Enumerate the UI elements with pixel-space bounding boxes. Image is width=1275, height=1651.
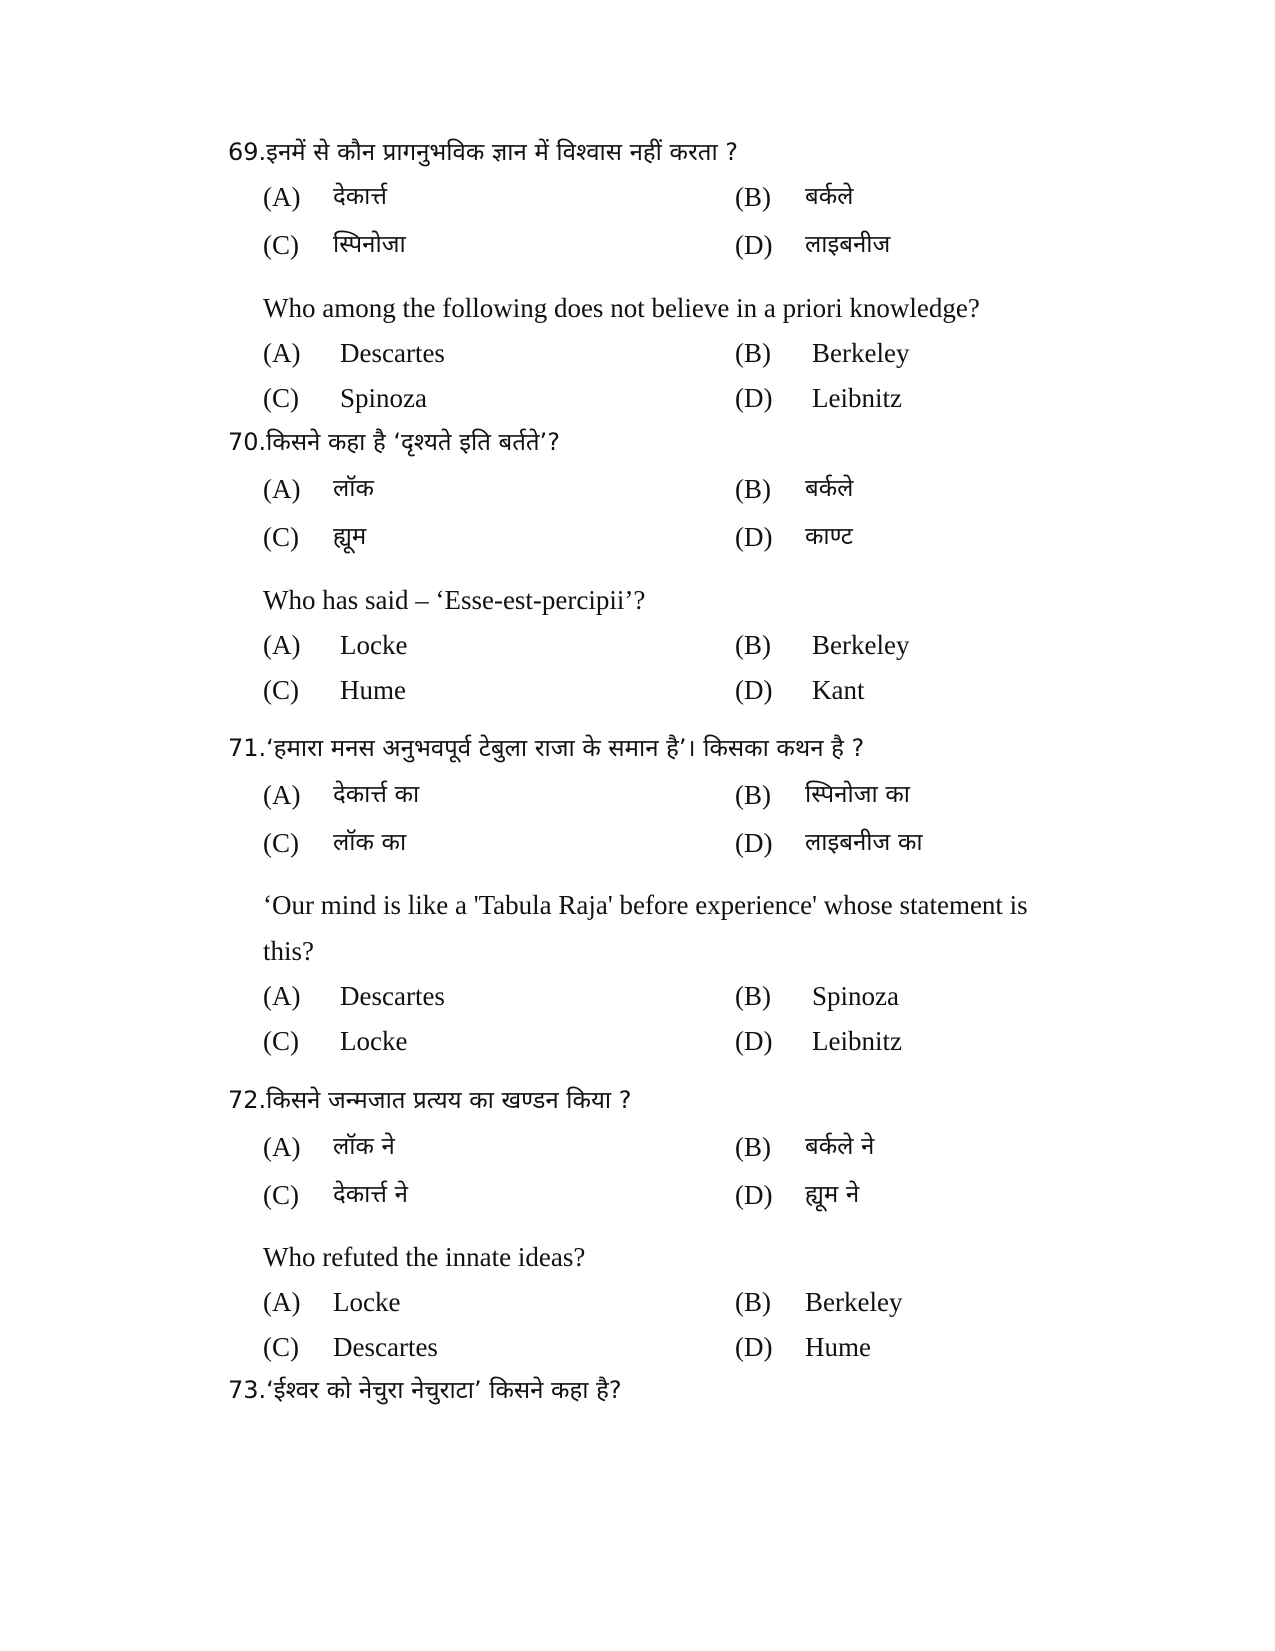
option-letter: (A)	[263, 1287, 301, 1317]
question-number: 70.	[228, 428, 267, 456]
option-text: ह्यूम	[333, 522, 367, 550]
option-text: देकार्त्त ने	[333, 1180, 408, 1208]
option-text: देकार्त्त का	[333, 780, 420, 808]
option-letter: (D)	[735, 522, 773, 552]
question-number: 69.	[228, 138, 267, 166]
option-letter: (B)	[735, 338, 771, 368]
option-letter: (C)	[263, 1180, 299, 1210]
option-letter: (D)	[735, 1026, 773, 1056]
question-71-english-line-2: this?	[263, 936, 314, 966]
option-letter: (A)	[263, 981, 301, 1011]
option-letter: (B)	[735, 630, 771, 660]
option-text: ह्यूम ने	[805, 1180, 860, 1208]
option-letter: (C)	[263, 383, 299, 413]
option-text: Leibnitz	[812, 1026, 902, 1056]
option-letter: (A)	[263, 1132, 301, 1162]
question-71-english-line-1: ‘Our mind is like a 'Tabula Raja' before experience' whose statement is	[263, 890, 1028, 920]
option-letter: (D)	[735, 1180, 773, 1210]
option-text: Descartes	[333, 1332, 438, 1362]
question-73-hindi	[228, 1378, 622, 1402]
option-text: Berkeley	[812, 630, 910, 660]
question-69-english: Who among the following does not believe in a priori knowledge?	[263, 293, 980, 323]
option-text: लाइबनीज का	[805, 828, 923, 856]
option-letter: (A)	[263, 630, 301, 660]
option-text: Hume	[805, 1332, 871, 1362]
option-letter: (C)	[263, 1026, 299, 1056]
question-69-hindi	[228, 140, 738, 164]
question-text: किसने जन्मजात प्रत्यय का खण्डन किया ?	[266, 1086, 632, 1114]
option-letter: (B)	[735, 474, 771, 504]
question-72-english: Who refuted the innate ideas?	[263, 1242, 586, 1272]
option-letter: (C)	[263, 1332, 299, 1362]
option-letter: (B)	[735, 780, 771, 810]
option-text: बर्कले ने	[805, 1132, 875, 1160]
option-letter: (B)	[735, 1287, 771, 1317]
question-text: किसने कहा है ‘दृश्यते इति बर्तते’?	[266, 428, 560, 456]
option-text: Spinoza	[812, 981, 899, 1011]
option-text: Hume	[340, 675, 406, 705]
option-text: Descartes	[340, 981, 445, 1011]
question-number: 71.	[228, 734, 267, 762]
option-text: देकार्त्त	[333, 182, 387, 210]
option-letter: (A)	[263, 182, 301, 212]
option-text: Locke	[340, 1026, 408, 1056]
question-text: ‘हमारा मनस अनुभवपूर्व टेबुला राजा के समान है’। किसका कथन है ?	[266, 734, 865, 762]
option-letter: (A)	[263, 338, 301, 368]
question-text: ‘ईश्वर को नेचुरा नेचुराटा’ किसने कहा है?	[266, 1376, 622, 1404]
option-text: Kant	[812, 675, 865, 705]
option-letter: (B)	[735, 182, 771, 212]
option-text: Descartes	[340, 338, 445, 368]
option-letter: (D)	[735, 230, 773, 260]
option-letter: (D)	[735, 383, 773, 413]
option-text: लॉक ने	[333, 1132, 395, 1160]
option-text: बर्कले	[805, 474, 854, 502]
question-71-hindi	[228, 736, 864, 760]
option-letter: (B)	[735, 981, 771, 1011]
option-text: स्पिनोजा का	[805, 780, 911, 808]
option-text: बर्कले	[805, 182, 854, 210]
option-letter: (C)	[263, 230, 299, 260]
option-letter: (C)	[263, 522, 299, 552]
option-text: Berkeley	[812, 338, 910, 368]
question-70-english: Who has said – ‘Esse-est-percipii’?	[263, 585, 646, 615]
option-text: Locke	[340, 630, 408, 660]
option-text: लॉक	[333, 474, 374, 502]
option-letter: (D)	[735, 828, 773, 858]
option-letter: (D)	[735, 675, 773, 705]
question-number: 72.	[228, 1086, 267, 1114]
option-letter: (C)	[263, 828, 299, 858]
option-text: Spinoza	[340, 383, 427, 413]
option-text: Locke	[333, 1287, 401, 1317]
question-70-hindi	[228, 430, 560, 454]
option-text: Leibnitz	[812, 383, 902, 413]
option-letter: (B)	[735, 1132, 771, 1162]
option-letter: (C)	[263, 675, 299, 705]
option-text: स्पिनोजा	[333, 230, 406, 258]
option-text: काण्ट	[805, 522, 853, 550]
option-text: लाइबनीज	[805, 230, 891, 258]
question-72-hindi	[228, 1088, 631, 1112]
option-letter: (A)	[263, 474, 301, 504]
question-number: 73.	[228, 1376, 267, 1404]
option-letter: (D)	[735, 1332, 773, 1362]
option-text: लॉक का	[333, 828, 407, 856]
option-text: Berkeley	[805, 1287, 903, 1317]
option-letter: (A)	[263, 780, 301, 810]
question-text: इनमें से कौन प्रागनुभविक ज्ञान में विश्वास नहीं करता ?	[266, 138, 739, 166]
